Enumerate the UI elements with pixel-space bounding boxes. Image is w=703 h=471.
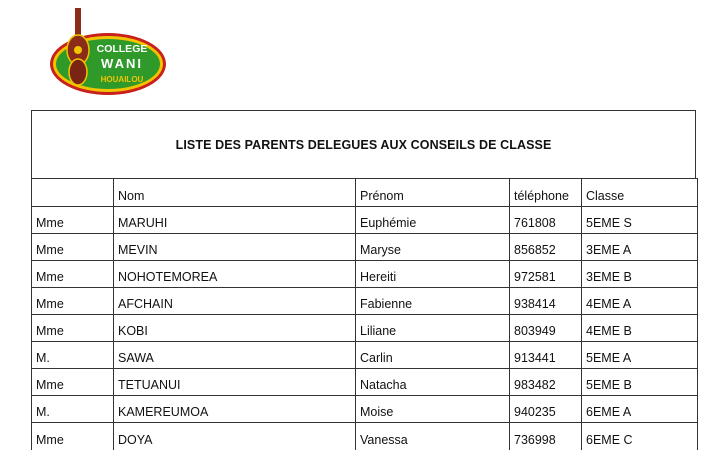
- cell-nom: TETUANUI: [114, 369, 356, 396]
- header-civility: [32, 179, 114, 207]
- header-telephone: téléphone: [510, 179, 582, 207]
- cell-telephone: 803949: [510, 315, 582, 342]
- cell-classe: 4EME A: [582, 288, 698, 315]
- header-prenom: Prénom: [356, 179, 510, 207]
- cell-civility: M.: [32, 342, 114, 369]
- college-wani-logo: [48, 6, 168, 98]
- header-classe: Classe: [582, 179, 698, 207]
- cell-classe: 6EME A: [582, 396, 698, 423]
- cell-prenom: Hereiti: [356, 261, 510, 288]
- cell-classe: 5EME B: [582, 369, 698, 396]
- cell-classe: 4EME B: [582, 315, 698, 342]
- cell-nom: MEVIN: [114, 234, 356, 261]
- table-row: [32, 423, 698, 450]
- cell-telephone: 856852: [510, 234, 582, 261]
- cell-civility: Mme: [32, 207, 114, 234]
- cell-prenom: Vanessa: [356, 423, 510, 450]
- cell-civility: Mme: [32, 369, 114, 396]
- cell-prenom: Maryse: [356, 234, 510, 261]
- cell-civility: Mme: [32, 423, 114, 450]
- header-nom: Nom: [114, 179, 356, 207]
- cell-civility: Mme: [32, 234, 114, 261]
- cell-nom: DOYA: [114, 423, 356, 450]
- cell-nom: MARUHI: [114, 207, 356, 234]
- totem-icon: [75, 8, 81, 38]
- table-row: [32, 315, 698, 342]
- table-row: [32, 207, 698, 234]
- cell-telephone: 940235: [510, 396, 582, 423]
- cell-nom: AFCHAIN: [114, 288, 356, 315]
- logo-line-1: COLLEGE: [96, 43, 148, 55]
- document-title: LISTE DES PARENTS DELEGUES AUX CONSEILS DE CLASSE: [175, 137, 552, 152]
- table-row: [32, 261, 698, 288]
- table-row: [32, 369, 698, 396]
- cell-telephone: 913441: [510, 342, 582, 369]
- cell-prenom: Natacha: [356, 369, 510, 396]
- cell-civility: M.: [32, 396, 114, 423]
- cell-nom: NOHOTEMOREA: [114, 261, 356, 288]
- cell-classe: 5EME A: [582, 342, 698, 369]
- cell-telephone: 983482: [510, 369, 582, 396]
- cell-classe: 3EME A: [582, 234, 698, 261]
- table-header-row: [32, 179, 698, 207]
- cell-telephone: 736998: [510, 423, 582, 450]
- cell-nom: SAWA: [114, 342, 356, 369]
- cell-telephone: 938414: [510, 288, 582, 315]
- cell-prenom: Liliane: [356, 315, 510, 342]
- cell-telephone: 761808: [510, 207, 582, 234]
- cell-prenom: Fabienne: [356, 288, 510, 315]
- cell-classe: 3EME B: [582, 261, 698, 288]
- cell-civility: Mme: [32, 261, 114, 288]
- cell-prenom: Moise: [356, 396, 510, 423]
- table-row: [32, 396, 698, 423]
- logo-line-3: HOUAILOU: [100, 75, 144, 84]
- logo-line-2: WANI: [101, 56, 143, 71]
- table-row: [32, 234, 698, 261]
- title-box: [31, 110, 696, 178]
- table-row: [32, 342, 698, 369]
- cell-prenom: Carlin: [356, 342, 510, 369]
- cell-classe: 5EME S: [582, 207, 698, 234]
- cell-prenom: Euphémie: [356, 207, 510, 234]
- cell-civility: Mme: [32, 315, 114, 342]
- cell-nom: KOBI: [114, 315, 356, 342]
- parents-table: [31, 178, 698, 450]
- cell-classe: 6EME C: [582, 423, 698, 450]
- table-row: [32, 288, 698, 315]
- cell-telephone: 972581: [510, 261, 582, 288]
- cell-civility: Mme: [32, 288, 114, 315]
- cell-nom: KAMEREUMOA: [114, 396, 356, 423]
